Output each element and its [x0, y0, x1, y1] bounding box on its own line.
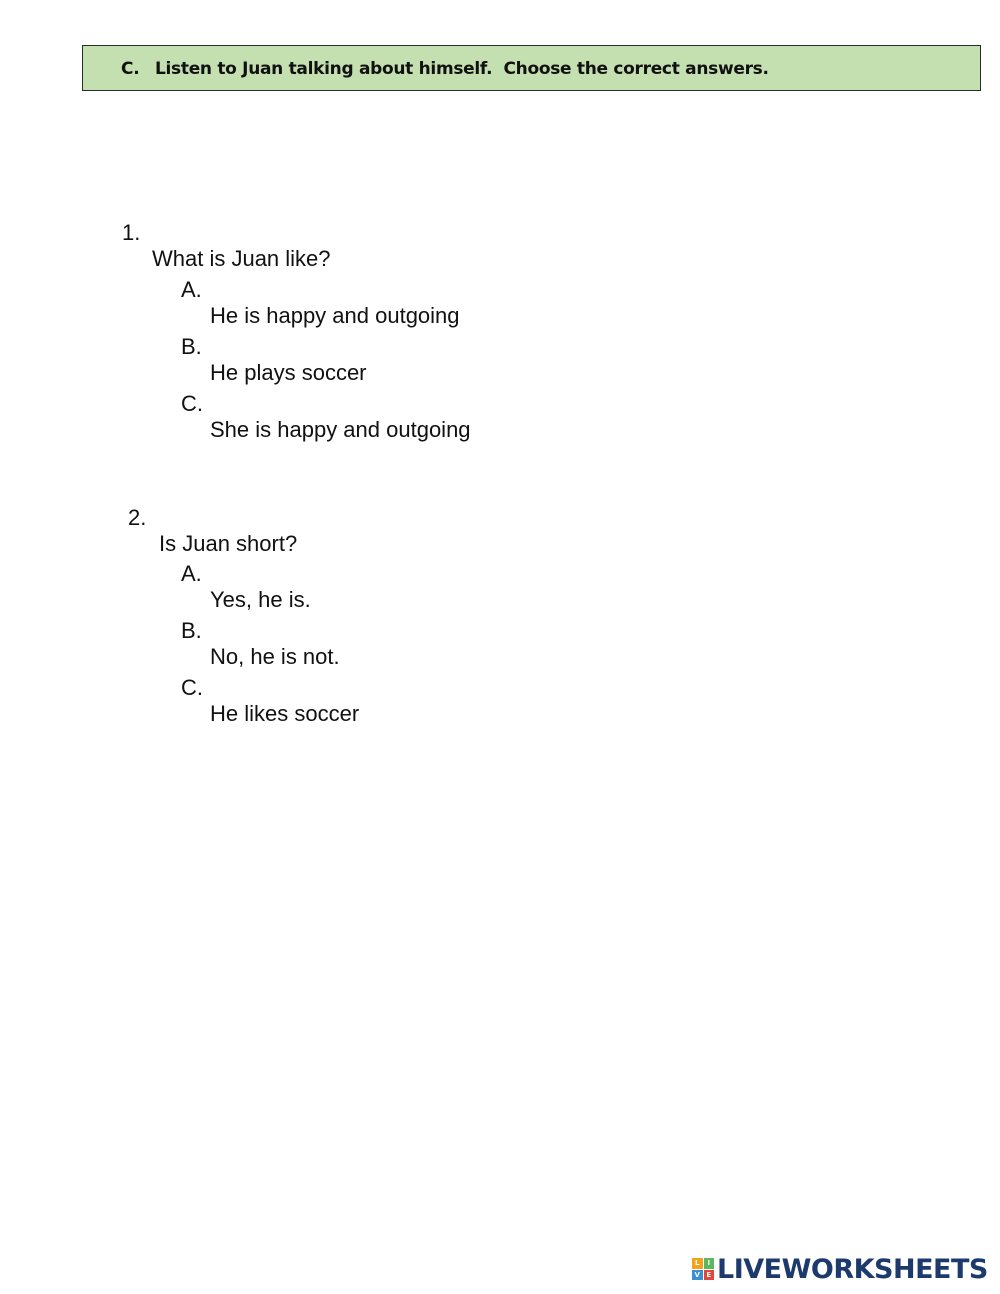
section-letter: C. — [121, 59, 140, 79]
option-text: No, he is not. — [210, 644, 340, 669]
logo-mark-cell: I — [704, 1258, 715, 1269]
option-letter: B. — [181, 334, 202, 359]
section-header — [82, 45, 981, 91]
liveworksheets-logo[interactable] — [692, 1254, 988, 1284]
option-letter: B. — [181, 618, 202, 643]
option-text: He plays soccer — [210, 360, 367, 385]
question-text: Is Juan short? — [159, 531, 298, 556]
logo-mark-cell: L — [692, 1258, 703, 1269]
question-number: 2. — [128, 505, 147, 530]
option-text: He likes soccer — [210, 701, 360, 726]
question-1 — [122, 194, 331, 272]
option-letter: A. — [181, 277, 202, 302]
option-letter: C. — [181, 391, 203, 416]
logo-mark-cell: V — [692, 1270, 703, 1281]
question-2 — [128, 479, 298, 557]
option-letter: A. — [181, 561, 202, 586]
option-letter: C. — [181, 675, 203, 700]
question-text: What is Juan like? — [152, 246, 331, 271]
section-instruction: Listen to Juan talking about himself. Choose the correct answers. — [155, 59, 769, 79]
logo-mark-icon — [692, 1258, 714, 1280]
logo-mark-cell: E — [704, 1270, 715, 1281]
logo-text: LIVEWORKSHEETS — [717, 1253, 988, 1285]
option-text: She is happy and outgoing — [210, 417, 471, 442]
option-text: Yes, he is. — [210, 587, 311, 612]
option-text: He is happy and outgoing — [210, 303, 460, 328]
question-number: 1. — [122, 220, 141, 245]
